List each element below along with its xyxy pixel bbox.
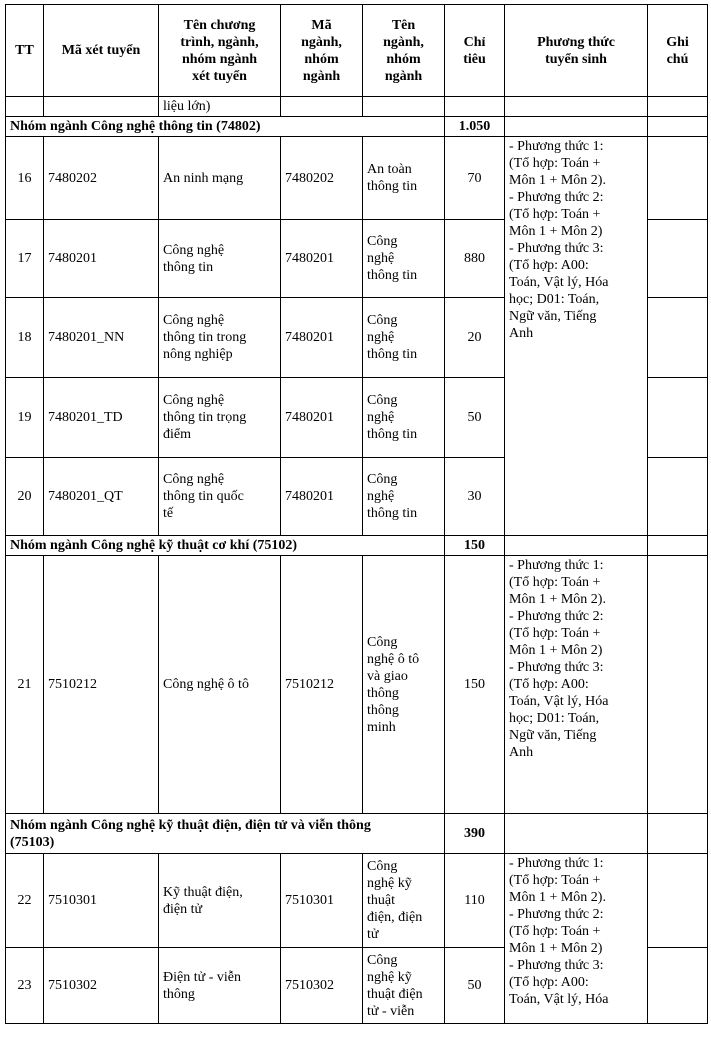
cell-line: thuật điện [367, 986, 423, 1002]
group-title: Nhóm ngành Công nghệ thông tin (74802) [6, 117, 445, 137]
cell-line: Công [367, 859, 398, 874]
header-line: ngành [384, 68, 423, 84]
cell-line: thông [367, 702, 399, 718]
cell-empty [505, 814, 648, 854]
cell-program [159, 556, 281, 814]
admission-table-page [5, 4, 708, 1024]
cell-quota: 110 [445, 854, 505, 948]
method-line: Môn 1 + Môn 2). [509, 592, 606, 607]
header-line: nhóm ngành [181, 51, 258, 67]
cell-code: 7480201_NN [44, 298, 159, 378]
method-line: Môn 1 + Môn 2) [509, 224, 603, 239]
cell-major-code: 7510301 [281, 854, 363, 948]
method-line: Ngữ văn, Tiếng [509, 309, 597, 324]
cell-program: liệu lớn) [159, 97, 281, 117]
cell-quota: 150 [445, 556, 505, 814]
cell-note [648, 137, 708, 220]
cell-tt: 16 [6, 137, 44, 220]
cell-line: thông tin [367, 427, 418, 442]
cell-program [159, 458, 281, 536]
cell-note [648, 298, 708, 378]
admission-table [5, 4, 708, 1024]
cell-line: thuật [367, 893, 395, 908]
cell-program [159, 137, 281, 220]
carry-over-row [6, 97, 708, 117]
method-line: Toán, Vật lý, Hóa [509, 992, 609, 1007]
cell-line: Công [367, 393, 398, 408]
cell-major-code: 7480202 [281, 137, 363, 220]
table-row [6, 556, 708, 814]
cell-code: 7480201_QT [44, 458, 159, 536]
group-header-row [6, 536, 708, 556]
cell-line: thông tin [367, 347, 418, 362]
cell-line: thông tin [367, 179, 418, 194]
cell-line: nghệ [367, 410, 395, 425]
cell-quota: 50 [445, 378, 505, 458]
cell-quota: 50 [445, 948, 505, 1024]
method-line: - Phương thức 3: [509, 660, 604, 675]
group-quota: 150 [445, 536, 505, 556]
cell-major [363, 298, 445, 378]
header-line: xét tuyển [192, 68, 247, 84]
cell-line: thông tin trọng [163, 410, 247, 425]
method-line: (Tổ hợp: Toán + [509, 873, 601, 888]
cell-code: 7510212 [44, 556, 159, 814]
cell-line: nghệ [367, 251, 395, 266]
cell-major [363, 556, 445, 814]
header-line: chú [666, 51, 689, 67]
method-line: - Phương thức 3: [509, 241, 604, 256]
cell-line: minh [367, 719, 396, 735]
cell-code: 7510302 [44, 948, 159, 1024]
cell-note [648, 458, 708, 536]
cell-major-code: 7480201 [281, 458, 363, 536]
cell-major-code: 7480201 [281, 378, 363, 458]
cell-tt: 17 [6, 220, 44, 298]
cell-line: tế [163, 506, 174, 521]
header-chi-tieu [445, 5, 505, 97]
cell-program [159, 298, 281, 378]
cell-line: thông tin quốc [163, 489, 244, 504]
group-quota: 1.050 [445, 117, 505, 137]
header-line: Mã [311, 17, 332, 33]
method-line: (Tổ hợp: Toán + [509, 575, 601, 590]
cell-empty [648, 814, 708, 854]
method-line: Môn 1 + Môn 2). [509, 173, 606, 188]
method-line: Môn 1 + Môn 2) [509, 941, 603, 956]
cell-line: Công nghệ [163, 472, 225, 487]
cell-line: An toàn [367, 162, 412, 177]
header-ten-nganh [363, 5, 445, 97]
method-line: học; D01: Toán, [509, 711, 600, 726]
cell-tt: 20 [6, 458, 44, 536]
method-line: - Phương thức 1: [509, 139, 604, 154]
cell-line: Công nghệ ô tô [163, 677, 249, 692]
cell-empty [505, 97, 648, 117]
header-line: Ghi [666, 34, 689, 50]
group-title: Nhóm ngành Công nghệ kỹ thuật cơ khí (75102) [6, 536, 445, 556]
cell-line: tử - viễn [367, 1003, 415, 1019]
method-line: - Phương thức 1: [509, 558, 604, 573]
cell-tt: 22 [6, 854, 44, 948]
cell-major-code: 7510302 [281, 948, 363, 1024]
cell-quota: 70 [445, 137, 505, 220]
method-line: - Phương thức 1: [509, 856, 604, 871]
cell-methods [505, 556, 648, 814]
group-title-line: (75103) [10, 834, 55, 850]
header-line: Chỉ [463, 34, 486, 50]
header-line: Phương thức [537, 34, 615, 50]
cell-methods [505, 137, 648, 536]
cell-line: thông tin [163, 259, 214, 275]
cell-quota: 880 [445, 220, 505, 298]
header-line: ngành, [301, 34, 342, 50]
cell-line: Công nghệ [163, 393, 225, 408]
method-line: Môn 1 + Môn 2). [509, 890, 606, 905]
cell-line: Điện tử - viễn [163, 969, 241, 985]
header-line: ngành, [383, 34, 424, 50]
cell-note [648, 854, 708, 948]
header-line: trình, ngành, [180, 34, 259, 50]
cell-tt: 23 [6, 948, 44, 1024]
cell-empty [648, 536, 708, 556]
cell-empty [505, 117, 648, 137]
cell-tt: 19 [6, 378, 44, 458]
cell-line: Công [367, 634, 398, 650]
cell-program [159, 854, 281, 948]
cell-line: Kỹ thuật điện, [163, 884, 243, 900]
cell-line: nghệ ô tô [367, 651, 420, 667]
cell-note [648, 948, 708, 1024]
cell-line: Công [367, 234, 398, 249]
header-ten-chuong-trinh [159, 5, 281, 97]
header-line: Tên chương [183, 17, 256, 33]
method-line: (Tổ hợp: Toán + [509, 924, 601, 939]
header-phuong-thuc [505, 5, 648, 97]
cell-line: nghệ kỹ [367, 969, 412, 985]
cell-major-code: 7510212 [281, 556, 363, 814]
header-line: nhóm [386, 51, 421, 67]
cell-line: Công [367, 313, 398, 328]
method-line: (Tổ hợp: A00: [509, 677, 589, 692]
cell-line: Công nghệ [163, 313, 225, 328]
cell-major [363, 458, 445, 536]
table-row [6, 137, 708, 220]
cell-line: nghệ [367, 330, 395, 345]
header-row [6, 5, 708, 97]
cell-line: điện, điện [367, 910, 423, 925]
cell-empty [44, 97, 159, 117]
cell-line: Công [367, 952, 398, 968]
header-line: Tên [391, 17, 416, 33]
method-line: Ngữ văn, Tiếng [509, 728, 597, 743]
cell-empty [281, 97, 363, 117]
cell-note [648, 556, 708, 814]
method-line: Toán, Vật lý, Hóa [509, 694, 609, 709]
cell-line: thông tin [367, 268, 418, 283]
method-line: - Phương thức 2: [509, 609, 604, 624]
method-line: (Tổ hợp: Toán + [509, 207, 601, 222]
header-tt: TT [6, 5, 44, 97]
cell-empty [505, 536, 648, 556]
cell-line: tử [367, 927, 379, 942]
cell-line: Công [367, 472, 398, 487]
cell-code: 7480201 [44, 220, 159, 298]
method-line: - Phương thức 2: [509, 907, 604, 922]
cell-major [363, 948, 445, 1024]
group-title [6, 814, 445, 854]
header-ghi-chu [648, 5, 708, 97]
header-line: nhóm [304, 51, 339, 67]
cell-empty [445, 97, 505, 117]
method-line: (Tổ hợp: Toán + [509, 626, 601, 641]
method-line: - Phương thức 2: [509, 190, 604, 205]
cell-note [648, 220, 708, 298]
cell-code: 7480201_TD [44, 378, 159, 458]
method-line: - Phương thức 3: [509, 958, 604, 973]
cell-empty [363, 97, 445, 117]
method-line: Toán, Vật lý, Hóa [509, 275, 609, 290]
cell-program [159, 220, 281, 298]
method-line: học; D01: Toán, [509, 292, 600, 307]
cell-code: 7480202 [44, 137, 159, 220]
table-row [6, 854, 708, 948]
method-line: Anh [509, 745, 534, 760]
cell-program [159, 378, 281, 458]
cell-line: nghệ [367, 489, 395, 504]
header-line: tuyển sinh [545, 51, 607, 67]
cell-empty [6, 97, 44, 117]
cell-program [159, 948, 281, 1024]
cell-tt: 18 [6, 298, 44, 378]
cell-line: thông tin trong [163, 330, 247, 345]
group-title-line: Nhóm ngành Công nghệ kỹ thuật điện, điện tử và viễn thông [10, 817, 371, 833]
cell-line: nông nghiệp [163, 347, 233, 362]
header-ma-nganh [281, 5, 363, 97]
cell-major [363, 137, 445, 220]
cell-line: điểm [163, 427, 191, 442]
cell-quota: 20 [445, 298, 505, 378]
cell-quota: 30 [445, 458, 505, 536]
cell-line: thông [367, 685, 399, 701]
method-line: (Tổ hợp: A00: [509, 258, 589, 273]
cell-line: điện tử [163, 901, 203, 917]
cell-line: thông tin [367, 506, 418, 521]
header-ma-xet-tuyen: Mã xét tuyển [44, 5, 159, 97]
cell-code: 7510301 [44, 854, 159, 948]
group-header-row [6, 814, 708, 854]
header-line: tiêu [463, 51, 486, 67]
group-header-row [6, 117, 708, 137]
cell-line: Công nghệ [163, 242, 225, 258]
cell-line: thông [163, 986, 195, 1002]
method-line: Môn 1 + Môn 2) [509, 643, 603, 658]
method-line: (Tổ hợp: A00: [509, 975, 589, 990]
cell-line: và giao [367, 668, 408, 684]
cell-major [363, 854, 445, 948]
cell-tt: 21 [6, 556, 44, 814]
cell-line: An ninh mạng [163, 170, 244, 186]
cell-major [363, 220, 445, 298]
cell-line: nghệ kỹ [367, 876, 412, 891]
group-quota: 390 [445, 814, 505, 854]
cell-methods [505, 854, 648, 1024]
cell-major-code: 7480201 [281, 220, 363, 298]
cell-empty [648, 117, 708, 137]
cell-empty [648, 97, 708, 117]
method-line: (Tổ hợp: Toán + [509, 156, 601, 171]
cell-major-code: 7480201 [281, 298, 363, 378]
header-line: ngành [302, 68, 341, 84]
method-line: Anh [509, 326, 534, 341]
cell-note [648, 378, 708, 458]
cell-major [363, 378, 445, 458]
